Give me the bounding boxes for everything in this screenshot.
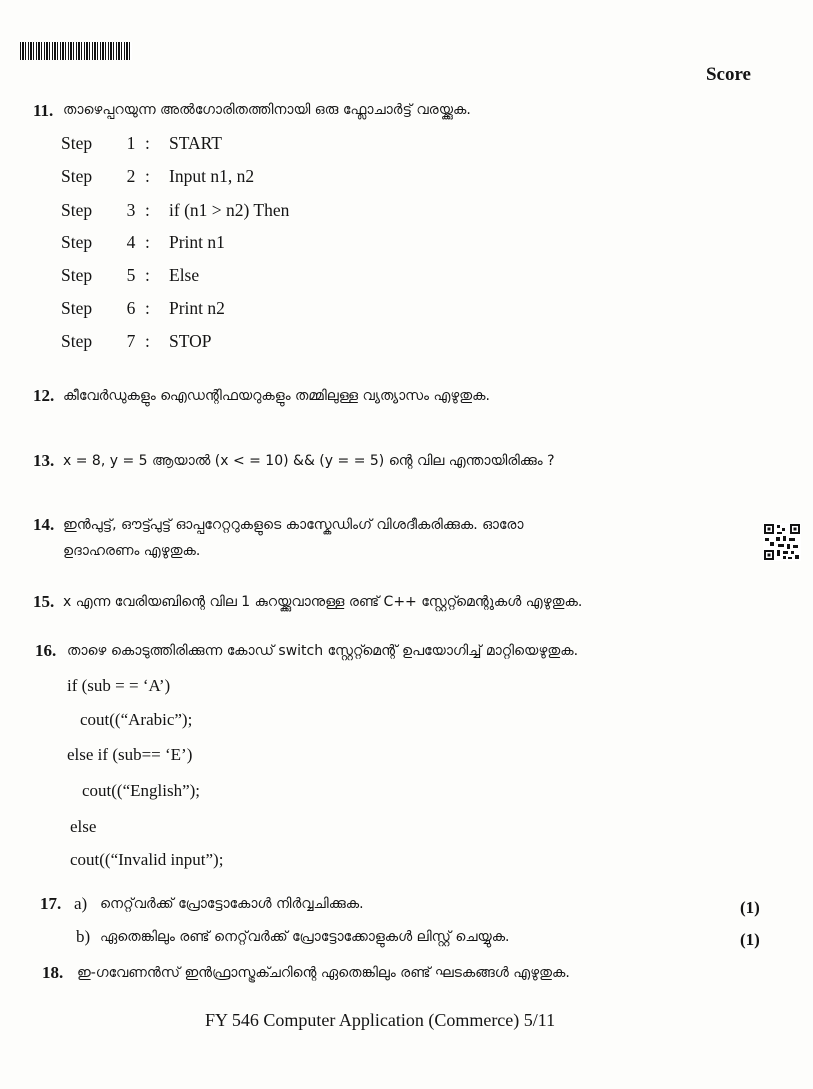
question-number: 14. xyxy=(33,515,55,534)
question-number: 12. xyxy=(33,386,55,405)
algorithm-step: Step 4 : Print n1 xyxy=(61,232,225,252)
question-text: ഇൻപുട്ട്, ഔട്ട്പുട്ട് ഓപ്പറേറ്ററുകളുടെ കാസ്കേഡിംഗ് വിശദീകരിക്കുക. ഓരോ xyxy=(63,517,524,533)
code-line: else if (sub== ‘E’) xyxy=(67,745,193,764)
algorithm-step: Step 3 : if (n1 > n2) Then xyxy=(61,200,290,220)
algorithm-step: Step 2 : Input n1, n2 xyxy=(61,166,255,186)
score-label: Score xyxy=(705,64,751,85)
question-text: x = 8, y = 5 ആയാൽ (x < = 10) && (y = = 5) ന്റെ വില എന്തായിരിക്കും ? xyxy=(63,453,555,469)
question-text: താഴെ കൊടുത്തിരിക്കുന്ന കോഡ് switch സ്റ്റേറ്റ്മെന്റ് ഉപയോഗിച്ച് മാറ്റിയെഴുതുക. xyxy=(67,643,579,659)
question-text: x എന്ന വേരിയബിന്റെ വില 1 കുറയ്ക്കുവാനുള്ള രണ്ട് C++ സ്റ്റേറ്റ്മെന്റുകൾ എഴുതുക. xyxy=(63,594,583,610)
question-text-continued: ഉദാഹരണം എഴുതുക. xyxy=(63,543,201,559)
code-line: cout((“English”); xyxy=(82,781,201,800)
question-number: 18. xyxy=(42,963,64,982)
code-line: cout((“Invalid input”); xyxy=(70,850,224,869)
question-number: 15. xyxy=(33,592,55,611)
code-line: cout((“Arabic”); xyxy=(80,710,193,729)
marks-badge: (1) xyxy=(740,930,760,949)
barcode xyxy=(20,42,132,60)
algorithm-step: Step 1 : START xyxy=(61,133,222,153)
subquestion-label: b) xyxy=(76,927,91,946)
qr-code xyxy=(763,523,801,561)
marks-badge: (1) xyxy=(740,898,760,917)
algorithm-step: Step 7 : STOP xyxy=(61,331,212,351)
question-text: ഇ-ഗവേണൻസ് ഇൻഫ്രാസ്ട്രക്ചറിന്റെ ഏതെങ്കിലും രണ്ട് ഘടകങ്ങൾ എഴുതുക. xyxy=(77,965,570,981)
question-text: ഏതെങ്കിലും രണ്ട് നെറ്റ്‌വർക്ക് പ്രോട്ടോക്കോളുകൾ ലിസ്റ്റ് ചെയ്യുക. xyxy=(100,929,510,945)
subquestion-label: a) xyxy=(74,894,88,913)
question-number: 11. xyxy=(33,101,54,120)
algorithm-step: Step 5 : Else xyxy=(61,265,200,285)
question-text: താഴെപ്പറയുന്ന അൽഗോരിതത്തിനായി ഒരു ഫ്ലോചാർട്ട് വരയ്ക്കുക. xyxy=(63,102,471,118)
page-footer: FY 546 Computer Application (Commerce) 5/11 xyxy=(205,1010,556,1030)
question-text: കീവേർഡുകളും ഐഡന്റിഫയറുകളും തമ്മിലുള്ള വ്യത്യാസം എഴുതുക. xyxy=(63,388,490,404)
question-text: നെറ്റ്‌വർക്ക് പ്രോട്ടോകോൾ നിർവ്വചിക്കുക. xyxy=(100,896,364,912)
question-number: 13. xyxy=(33,451,55,470)
question-number: 17. xyxy=(40,894,62,913)
question-number: 16. xyxy=(35,641,57,660)
algorithm-step: Step 6 : Print n2 xyxy=(61,298,225,318)
code-line: if (sub = = ‘A’) xyxy=(67,676,171,695)
code-line: else xyxy=(70,817,97,836)
